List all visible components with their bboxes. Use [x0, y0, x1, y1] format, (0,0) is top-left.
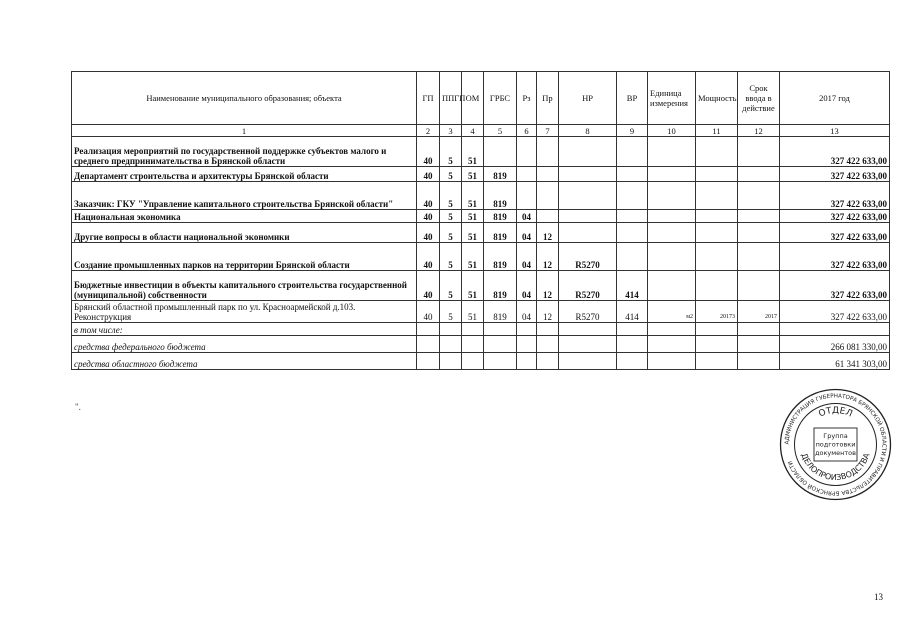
- row-om-cell: 51: [462, 301, 484, 323]
- row-unit-cell: [648, 243, 696, 271]
- header-ppgp: ППГП: [440, 72, 462, 125]
- row-rz-cell: 04: [517, 210, 537, 223]
- row-term-cell: [738, 182, 780, 210]
- row-ppgp-cell: [440, 336, 462, 353]
- row-om-cell: 51: [462, 210, 484, 223]
- row-rz-cell: 04: [517, 223, 537, 243]
- column-number-cell: 5: [484, 125, 517, 137]
- row-nr-cell: [559, 353, 617, 370]
- row-ppgp-cell: [440, 323, 462, 336]
- row-ppgp-cell: 5: [440, 167, 462, 182]
- row-amount-cell: 327 422 633,00: [780, 210, 890, 223]
- header-vr: ВР: [617, 72, 648, 125]
- row-rz-cell: [517, 167, 537, 182]
- row-ppgp-cell: 5: [440, 182, 462, 210]
- column-number-cell: 13: [780, 125, 890, 137]
- row-amount-cell: 327 422 633,00: [780, 271, 890, 301]
- header-nr: НР: [559, 72, 617, 125]
- table-row: [72, 210, 890, 223]
- row-grbs-cell: 819: [484, 243, 517, 271]
- row-rz-cell: 04: [517, 271, 537, 301]
- row-vr-cell: 414: [617, 301, 648, 323]
- row-om-cell: 51: [462, 223, 484, 243]
- header-power: Мощность: [696, 72, 738, 125]
- stamp-top-text: ОТДЕЛ: [817, 405, 854, 420]
- row-amount-cell: 327 422 633,00: [780, 182, 890, 210]
- table-row: [72, 301, 890, 323]
- row-power-cell: [696, 223, 738, 243]
- row-pr-cell: 12: [537, 301, 559, 323]
- row-vr-cell: [617, 223, 648, 243]
- table-row: [72, 182, 890, 210]
- row-vr-cell: [617, 210, 648, 223]
- row-amount-cell: 327 422 633,00: [780, 167, 890, 182]
- row-nr-cell: [559, 336, 617, 353]
- row-name-cell: Департамент строительства и архитектуры Брянской области: [72, 167, 417, 182]
- row-nr-cell: [559, 182, 617, 210]
- row-om-cell: 51: [462, 243, 484, 271]
- header-term: Срок ввода в действие: [738, 72, 780, 125]
- row-unit-cell: м2: [648, 301, 696, 323]
- row-amount-cell: 266 081 330,00: [780, 336, 890, 353]
- table-row: [72, 137, 890, 167]
- table-row: [72, 323, 890, 336]
- row-grbs-cell: 819: [484, 182, 517, 210]
- row-grbs-cell: 819: [484, 301, 517, 323]
- row-gp-cell: [417, 323, 440, 336]
- row-grbs-cell: 819: [484, 223, 517, 243]
- row-pr-cell: 12: [537, 271, 559, 301]
- row-term-cell: [738, 271, 780, 301]
- row-gp-cell: 40: [417, 271, 440, 301]
- row-vr-cell: [617, 137, 648, 167]
- row-vr-cell: [617, 353, 648, 370]
- table-row: [72, 243, 890, 271]
- row-term-cell: [738, 243, 780, 271]
- header-grbs: ГРБС: [484, 72, 517, 125]
- row-gp-cell: 40: [417, 137, 440, 167]
- svg-text:ОТДЕЛ: [817, 406, 853, 420]
- row-term-cell: [738, 223, 780, 243]
- row-pr-cell: 12: [537, 223, 559, 243]
- row-vr-cell: [617, 167, 648, 182]
- row-power-cell: [696, 210, 738, 223]
- row-ppgp-cell: 5: [440, 271, 462, 301]
- budget-table: [71, 71, 890, 370]
- table-row: [72, 167, 890, 182]
- row-rz-cell: [517, 137, 537, 167]
- row-amount-cell: 327 422 633,00: [780, 301, 890, 323]
- row-name-cell: в том числе:: [72, 323, 417, 336]
- row-nr-cell: R5270: [559, 271, 617, 301]
- row-ppgp-cell: 5: [440, 243, 462, 271]
- column-number-cell: 7: [537, 125, 559, 137]
- row-grbs-cell: [484, 336, 517, 353]
- table-row: [72, 353, 890, 370]
- stamp-ring-text: АДМИНИСТРАЦИЯ ГУБЕРНАТОРА БРЯНСКОЙ ОБЛАСТИ И ПРАВИТЕЛЬСТВА БРЯНСКОЙ ОБЛАСТИ: [784, 393, 887, 496]
- row-nr-cell: [559, 137, 617, 167]
- row-om-cell: [462, 353, 484, 370]
- row-grbs-cell: [484, 323, 517, 336]
- row-name-cell: Заказчик: ГКУ "Управление капитального строительства Брянской области": [72, 182, 417, 210]
- row-rz-cell: 04: [517, 301, 537, 323]
- row-gp-cell: 40: [417, 182, 440, 210]
- row-name-cell: средства областного бюджета: [72, 353, 417, 370]
- stamp-center-line1: Группа: [823, 432, 848, 440]
- row-amount-cell: 327 422 633,00: [780, 223, 890, 243]
- column-number-cell: 3: [440, 125, 462, 137]
- row-gp-cell: 40: [417, 167, 440, 182]
- row-gp-cell: 40: [417, 210, 440, 223]
- header-row: [72, 72, 890, 125]
- row-gp-cell: 40: [417, 243, 440, 271]
- row-vr-cell: [617, 323, 648, 336]
- row-power-cell: 20173: [696, 301, 738, 323]
- row-rz-cell: [517, 182, 537, 210]
- row-pr-cell: [537, 336, 559, 353]
- row-rz-cell: 04: [517, 243, 537, 271]
- row-power-cell: [696, 137, 738, 167]
- header-rz: Рз: [517, 72, 537, 125]
- column-number-cell: 8: [559, 125, 617, 137]
- row-ppgp-cell: 5: [440, 301, 462, 323]
- row-power-cell: [696, 323, 738, 336]
- header-name: Наименование муниципального образования; объекта: [72, 72, 417, 125]
- row-unit-cell: [648, 137, 696, 167]
- row-nr-cell: R5270: [559, 301, 617, 323]
- column-number-cell: 4: [462, 125, 484, 137]
- row-power-cell: [696, 271, 738, 301]
- row-unit-cell: [648, 323, 696, 336]
- row-name-cell: средства федерального бюджета: [72, 336, 417, 353]
- row-nr-cell: [559, 167, 617, 182]
- row-vr-cell: 414: [617, 271, 648, 301]
- table-row: [72, 336, 890, 353]
- row-rz-cell: [517, 323, 537, 336]
- table-body: [72, 137, 890, 370]
- column-number-cell: 2: [417, 125, 440, 137]
- column-number-cell: 10: [648, 125, 696, 137]
- row-unit-cell: [648, 223, 696, 243]
- column-number-cell: 9: [617, 125, 648, 137]
- row-om-cell: [462, 336, 484, 353]
- header-gp: ГП: [417, 72, 440, 125]
- row-ppgp-cell: 5: [440, 223, 462, 243]
- row-ppgp-cell: 5: [440, 137, 462, 167]
- row-unit-cell: [648, 167, 696, 182]
- row-om-cell: 51: [462, 271, 484, 301]
- row-vr-cell: [617, 336, 648, 353]
- row-grbs-cell: 819: [484, 271, 517, 301]
- row-grbs-cell: [484, 353, 517, 370]
- end-mark: ".: [75, 402, 81, 412]
- stamp-center-line3: документов: [815, 449, 856, 457]
- row-gp-cell: 40: [417, 301, 440, 323]
- row-vr-cell: [617, 182, 648, 210]
- row-pr-cell: [537, 353, 559, 370]
- row-grbs-cell: [484, 137, 517, 167]
- row-pr-cell: [537, 137, 559, 167]
- row-name-cell: Бюджетные инвестиции в объекты капитального строительства государственной (муниципальной) собственности: [72, 271, 417, 301]
- row-name-cell: Другие вопросы в области национальной экономики: [72, 223, 417, 243]
- row-unit-cell: [648, 336, 696, 353]
- row-om-cell: 51: [462, 167, 484, 182]
- row-term-cell: [738, 323, 780, 336]
- row-power-cell: [696, 336, 738, 353]
- row-vr-cell: [617, 243, 648, 271]
- row-ppgp-cell: 5: [440, 210, 462, 223]
- row-amount-cell: 327 422 633,00: [780, 243, 890, 271]
- row-om-cell: 51: [462, 137, 484, 167]
- row-name-cell: Национальная экономика: [72, 210, 417, 223]
- header-pr: Пр: [537, 72, 559, 125]
- row-pr-cell: [537, 323, 559, 336]
- stamp-center-line2: подготовки: [815, 440, 856, 449]
- row-pr-cell: 12: [537, 243, 559, 271]
- row-ppgp-cell: [440, 353, 462, 370]
- row-pr-cell: [537, 210, 559, 223]
- row-term-cell: [738, 336, 780, 353]
- row-grbs-cell: 819: [484, 210, 517, 223]
- row-nr-cell: [559, 210, 617, 223]
- row-om-cell: [462, 323, 484, 336]
- row-rz-cell: [517, 353, 537, 370]
- row-amount-cell: 327 422 633,00: [780, 137, 890, 167]
- row-term-cell: 2017: [738, 301, 780, 323]
- table-row: [72, 271, 890, 301]
- column-numbers-row: [72, 125, 890, 137]
- row-amount-cell: [780, 323, 890, 336]
- row-gp-cell: 40: [417, 223, 440, 243]
- header-om: ОМ: [462, 72, 484, 125]
- row-term-cell: [738, 137, 780, 167]
- row-gp-cell: [417, 336, 440, 353]
- row-power-cell: [696, 353, 738, 370]
- row-pr-cell: [537, 182, 559, 210]
- page-number: 13: [874, 592, 883, 602]
- column-number-cell: 1: [72, 125, 417, 137]
- row-gp-cell: [417, 353, 440, 370]
- row-name-cell: Брянский областной промышленный парк по ул. Красноармейской д.103. Реконструкция: [72, 301, 417, 323]
- seal-stamp: [778, 387, 893, 502]
- row-amount-cell: 61 341 303,00: [780, 353, 890, 370]
- row-term-cell: [738, 167, 780, 182]
- header-year: 2017 год: [780, 72, 890, 125]
- row-pr-cell: [537, 167, 559, 182]
- row-rz-cell: [517, 336, 537, 353]
- row-nr-cell: [559, 223, 617, 243]
- row-unit-cell: [648, 271, 696, 301]
- row-nr-cell: [559, 323, 617, 336]
- row-power-cell: [696, 182, 738, 210]
- column-number-cell: 11: [696, 125, 738, 137]
- row-term-cell: [738, 210, 780, 223]
- table-row: [72, 223, 890, 243]
- stamp-bottom-text: ДЕЛОПРОИЗВОДСТВА: [799, 451, 872, 483]
- row-power-cell: [696, 167, 738, 182]
- column-number-cell: 6: [517, 125, 537, 137]
- row-unit-cell: [648, 210, 696, 223]
- row-grbs-cell: 819: [484, 167, 517, 182]
- row-nr-cell: R5270: [559, 243, 617, 271]
- row-name-cell: Реализация мероприятий по государственной поддержке субъектов малого и среднего предпринимательства в Брянской области: [72, 137, 417, 167]
- row-unit-cell: [648, 353, 696, 370]
- row-power-cell: [696, 243, 738, 271]
- row-name-cell: Создание промышленных парков на территории Брянской области: [72, 243, 417, 271]
- row-unit-cell: [648, 182, 696, 210]
- header-unit: Единица измерения: [648, 72, 696, 125]
- row-term-cell: [738, 353, 780, 370]
- row-om-cell: 51: [462, 182, 484, 210]
- column-number-cell: 12: [738, 125, 780, 137]
